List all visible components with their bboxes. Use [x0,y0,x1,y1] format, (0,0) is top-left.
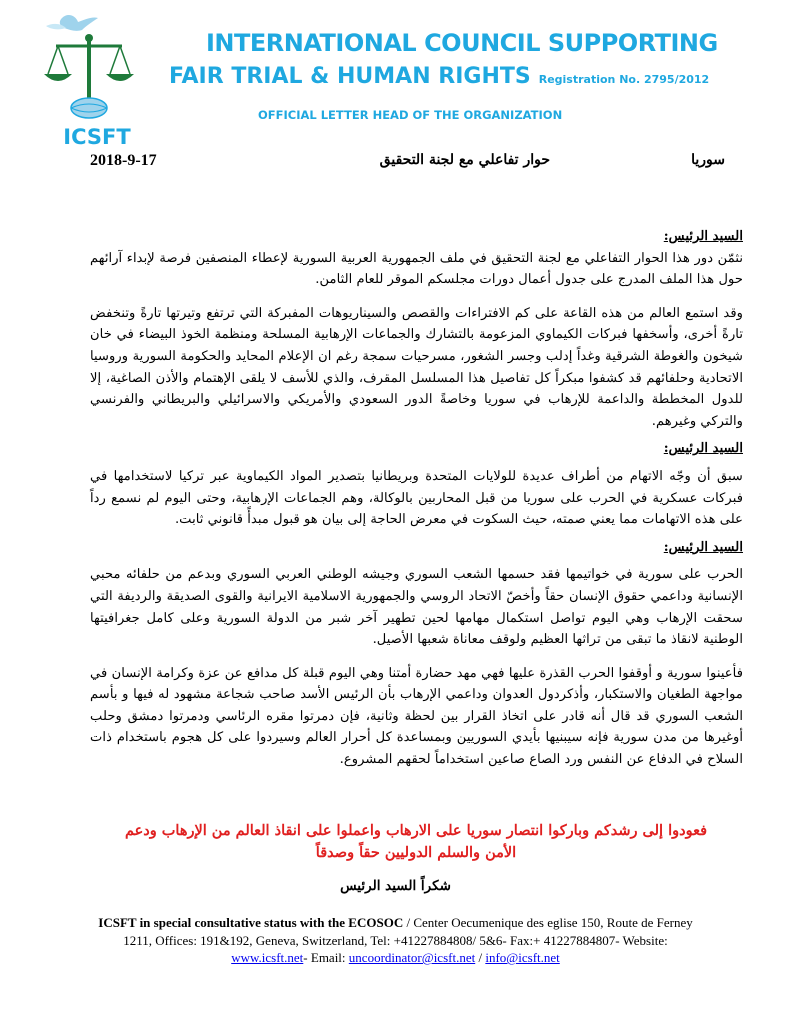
closing-appeal-line1: فعودوا إلى رشدكم وباركوا انتصار سوريا على الارهاب واعملوا على انقاذ العالم من الإرهاب ودعم [124,822,708,839]
closing-thanks: شكراً السيد الرئيس [340,878,451,894]
website-link[interactable]: www.icsft.net [231,950,304,966]
letterhead [0,0,791,149]
registration-number: Registration No. 2795/2012 [538,73,710,86]
footer-org: ICSFT in special consultative status with the ECOSOC [98,915,404,930]
dove-and-scales-logo-icon [34,8,144,140]
body-paragraph: وقد استمع العالم من هذه القاعة على كم الافتراءات والقصص والسيناريوهات المفبركة التي ترتفع وتيرتها تارةً وتنخفض تارةً أخرى، وأسخفها فبركات الكيماوي المزعومة بالتشارك والجماعات الإرهابية المسلحة ومنظمة الخوذ البيضاء في خان شيخون والغوطة الشرقية وغداً إدلب وجسر الشغور، مسرحيات سمجة رغم ان الإعلام المحايد والحكومة السورية وروسيا الاتحادية وحلفائهم قد كشفوا مبكراً كل تفاصيل هذا المسلسل المقرف، والذي للأسف لا يلقى الإهتمام والأذن الصاغية، إلا للدول المخططة والداعمة للإرهاب في سوريا وخاصةً الدور السعودي والأمريكي والاسرائيلي والبريطاني والفرنسي والتركي وغيرهم. [90,305,743,429]
letter-subject: حوار تفاعلي مع لجنة التحقيق [379,152,550,168]
section-heading: السيد الرئيس: [663,229,743,244]
footer-line1 [40,914,751,932]
body-paragraph: نثمّن دور هذا الحوار التفاعلي مع لجنة التحقيق في ملف الجمهورية العربية السورية لإعطاء المنصفين فرصة لإبداء آرائهم حول هذا الملف المدرج على جدول أعمال دورات مجلسكم الموقر للعام الثامن. [90,250,743,288]
letter-footer [40,914,751,967]
org-name-line1: INTERNATIONAL COUNCIL SUPPORTING [206,29,718,57]
section-heading: السيد الرئيس: [663,539,743,555]
email-link-info[interactable]: info@icsft.net [485,950,560,966]
footer-line3 [40,949,751,967]
closing-appeal-line2: الأمن والسلم الدوليين حقاً وصدقاً [315,844,517,861]
body-paragraph: فأعينوا سورية و أوقفوا الحرب القذرة عليها فهي مهد حضارة أمتنا وهي اليوم قبلة كل مدافع عن عزة وكرامة الإنسان في مواجهة الطغيان والاستكبار، وأذكردول العدوان وداعمي الإرهاب بأن الرئيس الأسد صاحب شجاعة مشهود له فيها و بأسم الشعب السوري قد قال أنه قادر على اتخاذ القرار بين لحظة وثانية، فإن دمرتوا مقره الرئاسي ودمرتوا دمشق وحلب أوغيرها من مدن سورية فإنه سيبنيها بأيدي السوريين وبمساعدة كل أحرار العالم وسيردوا على كل هجوم باستخدام ذات السلاح في الدفاع عن النفس ورد الصاع صاعين استخداماً لحقهم المشروع. [90,665,743,768]
letterhead-subtitle: OFFICIAL LETTER HEAD OF THE ORGANIZATION [258,108,563,122]
letter-date: 2018-9-17 [90,152,157,169]
closing-appeal [96,820,736,864]
logo-caption: ICSFT [63,125,131,149]
footer-email-label: - Email: [303,950,349,966]
footer-separator: / [475,950,486,966]
letter-body [90,226,743,771]
footer-address-b: 1211, Offices: 191&192, Geneva, Switzerland, Tel: +41227884808/ 5&6- Fax:+ 41227884807- Website: [123,932,668,948]
footer-address-a: / Center Oecumenique des eglise 150, Route de Ferney [403,915,693,930]
body-paragraph: الحرب على سورية في خواتيمها فقد حسمها الشعب السوري وجيشه الوطني العربي السوري وبدعم من حلفائه محبي الإنسانية وداعمي حقوق الإنسان حقاً وأخصّ الاتحاد الروسي والجمهورية الاسلامية الايرانية والقوى الصديقة والرديفة التي سحقت الإرهاب وهي اليوم تواصل استكمال مهامها لحين تطهير آخر شبر من الدولة السورية وعلى كامل جغرافيتها الوطنية لانقاذ ما تبقى من تراثها العظيم ولوقف معاناة شعبها الأصيل. [90,567,743,648]
letter-country: سوريا [691,152,725,168]
section-heading: السيد الرئيس: [663,441,743,457]
email-link-coordinator[interactable]: uncoordinator@icsft.net [348,950,476,966]
letter-meta-row [0,152,791,176]
org-name-line2 [169,64,709,89]
org-name-line2-text: FAIR TRIAL & HUMAN RIGHTS [169,64,531,89]
body-paragraph: سبق أن وجّه الاتهام من أطراف عديدة للولايات المتحدة وبريطانيا بتصدير المواد الكيماوية عبر تركيا لاستخدامها في فبركات عسكرية في الحرب على سوريا من قبل المحاربين بالوكالة، وهم الجماعات الإرهابية، وحتى اليوم لم نسمع رداً على هذه الاتهامات مما يعني صمته، حيث السكوت في معرض الحاجة إلى بيان هو قبول مبدأً قانوني ثابت. [90,468,743,528]
